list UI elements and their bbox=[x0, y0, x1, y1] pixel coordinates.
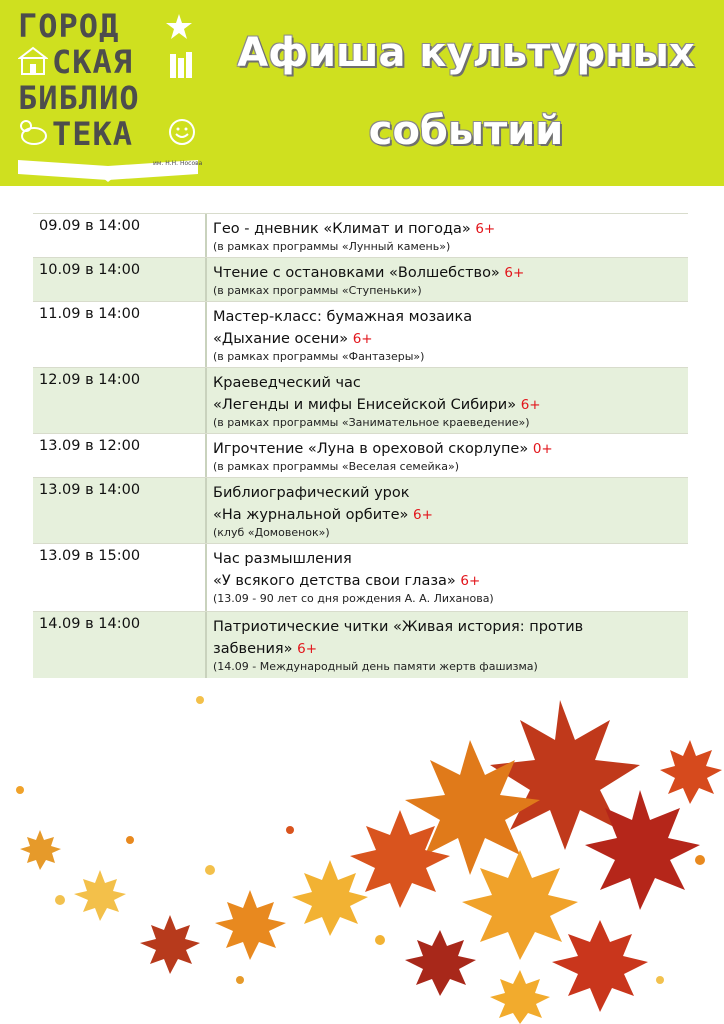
event-note: (в рамках программы «Ступеньки») bbox=[213, 284, 422, 297]
age-rating: 0+ bbox=[532, 441, 553, 457]
header-banner bbox=[0, 0, 724, 186]
column-divider bbox=[205, 544, 207, 612]
column-divider bbox=[205, 612, 207, 678]
column-divider bbox=[205, 478, 207, 544]
event-date: 12.09 в 14:00 bbox=[39, 372, 141, 388]
column-divider bbox=[205, 302, 207, 368]
column-divider bbox=[205, 434, 207, 478]
event-note: (клуб «Домовенок») bbox=[213, 526, 330, 539]
autumn-leaves-illustration bbox=[0, 680, 724, 1024]
age-rating: 6+ bbox=[352, 331, 373, 347]
table-row bbox=[33, 611, 688, 678]
age-rating: 6+ bbox=[504, 265, 525, 281]
event-details bbox=[213, 438, 688, 474]
event-title: Час размышления bbox=[213, 551, 352, 567]
table-row bbox=[33, 213, 688, 258]
age-rating: 6+ bbox=[520, 397, 541, 413]
table-row bbox=[33, 301, 688, 368]
column-divider bbox=[205, 214, 207, 258]
page-title-line-2: событий bbox=[368, 108, 564, 154]
table-row bbox=[33, 543, 688, 612]
event-title: Чтение с остановками «Волшебство» bbox=[213, 265, 500, 281]
page-title-line-1: Афиша культурных bbox=[237, 30, 695, 76]
event-title: Библиографический урок bbox=[213, 485, 410, 501]
age-rating: 6+ bbox=[460, 573, 481, 589]
event-title-cont: «На журнальной орбите» bbox=[213, 507, 409, 523]
logo-line-2: СКАЯ bbox=[52, 43, 134, 81]
event-date: 13.09 в 12:00 bbox=[39, 438, 141, 454]
logo-line-1: ГОРОД bbox=[18, 7, 120, 45]
smiley-icon bbox=[168, 118, 196, 146]
event-date: 13.09 в 15:00 bbox=[39, 548, 141, 564]
event-note: (в рамках программы «Лунный камень») bbox=[213, 240, 451, 253]
logo-line-4: ТЕКА bbox=[52, 115, 134, 153]
event-date: 14.09 в 14:00 bbox=[39, 616, 141, 632]
event-date: 10.09 в 14:00 bbox=[39, 262, 141, 278]
age-rating: 6+ bbox=[297, 641, 318, 657]
event-details bbox=[213, 262, 688, 298]
logo-subtitle: им. Н.Н. Носова bbox=[153, 160, 203, 167]
books-icon bbox=[168, 50, 198, 80]
event-note: (13.09 - 90 лет со дня рождения А. А. Лиханова) bbox=[213, 592, 494, 605]
event-details bbox=[213, 616, 688, 674]
dog-icon bbox=[18, 118, 50, 148]
event-note: (в рамках программы «Веселая семейка») bbox=[213, 460, 460, 473]
column-divider bbox=[205, 258, 207, 302]
table-row bbox=[33, 477, 688, 544]
event-date: 13.09 в 14:00 bbox=[39, 482, 141, 498]
table-row bbox=[33, 433, 688, 478]
event-title-cont: «Легенды и мифы Енисейской Сибири» bbox=[213, 397, 517, 413]
event-details bbox=[213, 548, 688, 606]
table-row bbox=[33, 367, 688, 434]
event-date: 09.09 в 14:00 bbox=[39, 218, 141, 234]
event-title: Гео - дневник «Климат и погода» bbox=[213, 221, 471, 237]
event-title: Игрочтение «Луна в ореховой скорлупе» bbox=[213, 441, 529, 457]
event-title: Краеведческий час bbox=[213, 375, 361, 391]
event-title: Патриотические читки «Живая история: против bbox=[213, 619, 584, 635]
event-note: (в рамках программы «Занимательное краеведение») bbox=[213, 416, 530, 429]
event-note: (14.09 - Международный день памяти жертв фашизма) bbox=[213, 660, 538, 673]
event-title: Мастер-класс: бумажная мозаика bbox=[213, 309, 473, 325]
building-icon bbox=[18, 44, 48, 76]
event-details bbox=[213, 306, 688, 364]
event-title-cont: забвения» bbox=[213, 641, 293, 657]
event-note: (в рамках программы «Фантазеры») bbox=[213, 350, 425, 363]
event-date: 11.09 в 14:00 bbox=[39, 306, 141, 322]
event-details bbox=[213, 372, 688, 430]
event-details bbox=[213, 482, 688, 540]
library-logo bbox=[18, 7, 218, 180]
table-row bbox=[33, 257, 688, 302]
age-rating: 6+ bbox=[475, 221, 496, 237]
event-details bbox=[213, 218, 688, 254]
event-title-cont: «У всякого детства свои глаза» bbox=[213, 573, 456, 589]
event-title-cont: «Дыхание осени» bbox=[213, 331, 349, 347]
star-icon bbox=[166, 14, 192, 40]
logo-line-3: БИБЛИО bbox=[18, 79, 140, 117]
age-rating: 6+ bbox=[412, 507, 433, 523]
maple-leaf-icon bbox=[16, 696, 722, 1024]
column-divider bbox=[205, 368, 207, 434]
